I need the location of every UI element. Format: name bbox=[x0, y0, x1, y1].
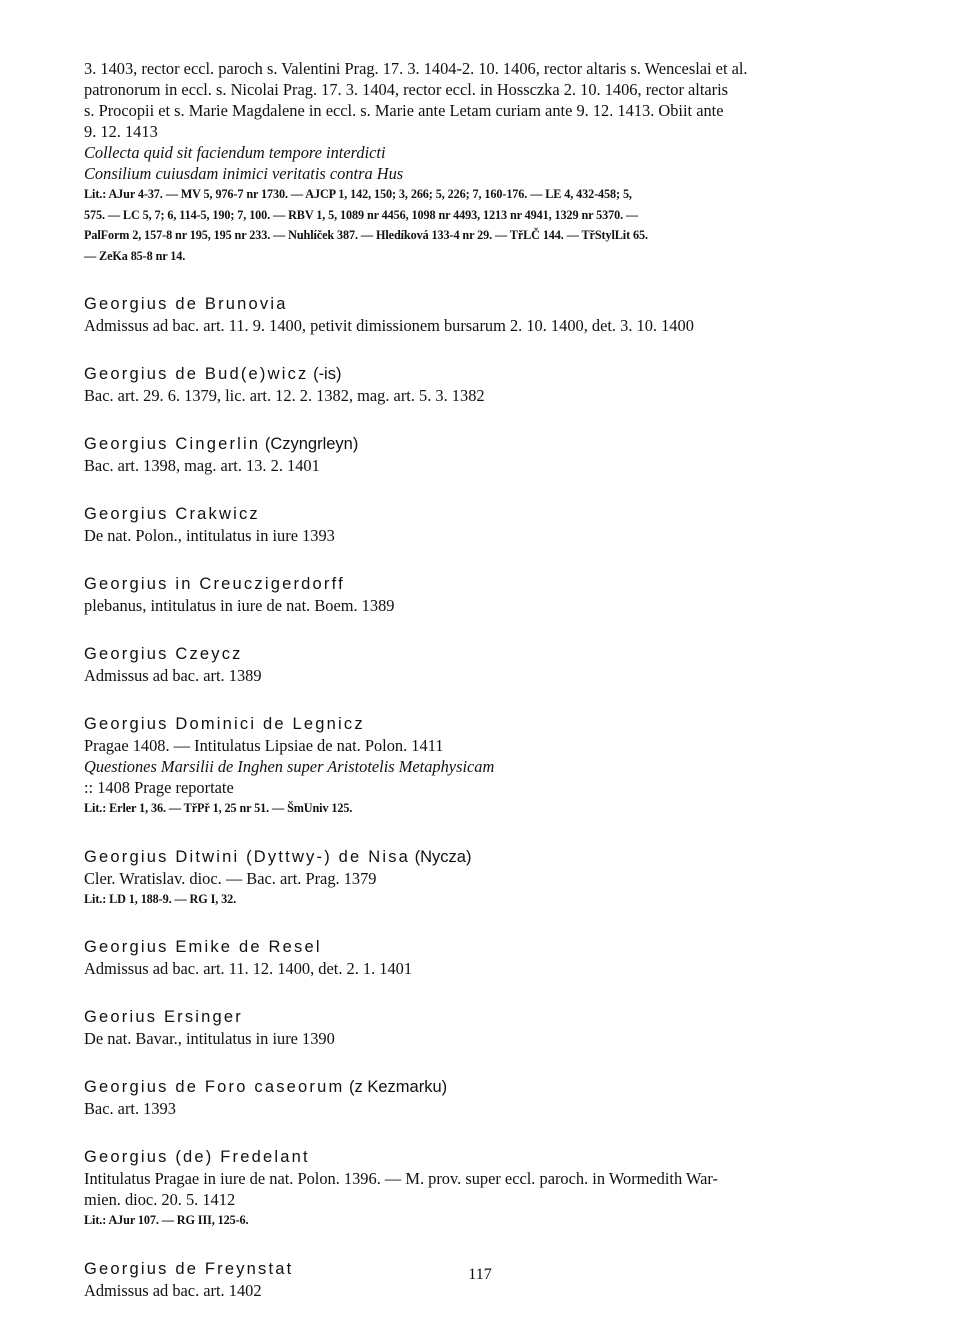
entry-name: Georgius de Foro caseorum bbox=[84, 1078, 345, 1096]
entry-georgius-de-budewicz bbox=[84, 363, 896, 406]
entry-name: Georgius Dominici de Legnicz bbox=[84, 715, 365, 733]
entry-heading bbox=[84, 1006, 896, 1028]
entry-name-variant: (Nycza) bbox=[410, 847, 472, 866]
entry-heading bbox=[84, 1146, 896, 1168]
entry-name-variant: (Czyngrleyn) bbox=[260, 435, 359, 453]
entry-line: Admissus ad bac. art. 1389 bbox=[84, 666, 262, 685]
literature-line: Lit.: AJur 107. — RG III, 125-6. bbox=[84, 1213, 249, 1227]
entry-line: Admissus ad bac. art. 1402 bbox=[84, 1280, 262, 1300]
entry-name: Georgius Czeycz bbox=[84, 645, 243, 663]
entry-name-variant: (-is) bbox=[308, 365, 342, 383]
intro-line: s. Procopii et s. Marie Magdalene in eccl. s. Marie ante Letam curiam ante 9. 12. 1413. Obiit ante bbox=[84, 101, 724, 120]
entry-line: plebanus, intitulatus in iure de nat. Boem. 1389 bbox=[84, 596, 395, 615]
entry-line: Admissus ad bac. art. 11. 12. 1400, det. 2. 1. 1401 bbox=[84, 959, 413, 978]
work-title: Collecta quid sit faciendum tempore interdicti bbox=[84, 143, 386, 162]
entry-name-variant: (z Kezmarku) bbox=[344, 1078, 448, 1096]
entry-line: mien. dioc. 20. 5. 1412 bbox=[84, 1190, 236, 1209]
entry-heading bbox=[84, 936, 896, 958]
entry-heading bbox=[84, 1076, 896, 1098]
entry-line: De nat. Polon., intitulatus in iure 1393 bbox=[84, 526, 335, 545]
entry-georgius-dominici-de-legnicz bbox=[84, 713, 896, 819]
entry-name: Georgius Ditwini (Dyttwy-) de Nisa bbox=[84, 847, 411, 866]
work-title: Questiones Marsilii de Inghen super Aristotelis Metaphysicam bbox=[84, 757, 495, 776]
entry-heading bbox=[84, 293, 896, 315]
entry-georgius-ditwini-de-nisa bbox=[84, 846, 896, 910]
entry-georgius-de-brunovia bbox=[84, 293, 896, 336]
work-title: Consilium cuiusdam inimici veritatis contra Hus bbox=[84, 164, 404, 183]
entry-line: Bac. art. 29. 6. 1379, lic. art. 12. 2. 1382, mag. art. 5. 3. 1382 bbox=[84, 386, 485, 405]
literature-line: 575. — LC 5, 7; 6, 114-5, 190; 7, 100. — RBV 1, 5, 1089 nr 4456, 1098 nr 4493, 1213 nr 4941, 1329 nr 5370. — bbox=[84, 207, 639, 222]
page-content bbox=[84, 58, 896, 1301]
literature-line: Lit.: LD 1, 188-9. — RG I, 32. bbox=[84, 891, 237, 906]
entry-line: Cler. Wratislav. dioc. — Bac. art. Prag. 1379 bbox=[84, 868, 377, 888]
page-number: 117 bbox=[468, 1266, 492, 1283]
literature-line: — ZeKa 85-8 nr 14. bbox=[84, 248, 186, 263]
entry-georgius-czeycz bbox=[84, 643, 896, 686]
intro-line: 9. 12. 1413 bbox=[84, 122, 158, 141]
entry-georgius-cingerlin bbox=[84, 433, 896, 476]
entry-name: Georgius de Brunovia bbox=[84, 295, 288, 313]
entry-georgius-in-creuczigerdorff bbox=[84, 573, 896, 616]
entry-heading bbox=[84, 503, 896, 525]
literature-line: Lit.: AJur 4-37. — MV 5, 976-7 nr 1730. — AJCP 1, 142, 150; 3, 266; 5, 226; 7, 160-176. — LE 4, 432-458; 5, bbox=[84, 187, 632, 201]
literature-line: Lit.: Erler 1, 36. — TřPř 1, 25 nr 51. — ŠmUniv 125. bbox=[84, 801, 353, 815]
entry-name: Georgius de Freynstat bbox=[84, 1259, 294, 1278]
entry-heading bbox=[84, 433, 896, 455]
entry-heading bbox=[84, 713, 896, 735]
entry-name: Georgius Cingerlin bbox=[84, 435, 261, 453]
entry-line: Bac. art. 1398, mag. art. 13. 2. 1401 bbox=[84, 456, 320, 475]
entry-name: Georgius in Creuczigerdorff bbox=[84, 575, 345, 593]
entry-line: Bac. art. 1393 bbox=[84, 1099, 176, 1118]
entry-georius-ersinger bbox=[84, 1006, 896, 1049]
entry-line: Admissus ad bac. art. 11. 9. 1400, petivit dimissionem bursarum 2. 10. 1400, det. 3. 10. 1400 bbox=[84, 316, 694, 335]
entry-georgius-crakwicz bbox=[84, 503, 896, 546]
entry-line: Pragae 1408. — Intitulatus Lipsiae de nat. Polon. 1411 bbox=[84, 736, 444, 755]
entry-name: Georgius Emike de Resel bbox=[84, 938, 322, 956]
intro-line: patronorum in eccl. s. Nicolai Prag. 17. 3. 1404, rector eccl. in Hossczka 2. 10. 1406, rector altaris bbox=[84, 80, 729, 99]
entry-heading bbox=[84, 643, 896, 665]
entry-georgius-emike-de-resel bbox=[84, 936, 896, 979]
entry-heading bbox=[84, 846, 896, 868]
entry-georgius-de-fredelant bbox=[84, 1146, 896, 1231]
entry-name: Georgius (de) Fredelant bbox=[84, 1148, 310, 1166]
entry-name: Georgius de Bud(e)wicz bbox=[84, 365, 309, 383]
intro-entry bbox=[84, 58, 896, 266]
entry-line: :: 1408 Prage reportate bbox=[84, 778, 234, 797]
entry-heading bbox=[84, 363, 896, 385]
entry-line: De nat. Bavar., intitulatus in iure 1390 bbox=[84, 1029, 335, 1048]
entry-georgius-de-foro-caseorum bbox=[84, 1076, 896, 1119]
entry-heading bbox=[84, 573, 896, 595]
entry-name: Georius Ersinger bbox=[84, 1008, 243, 1026]
entry-line: Intitulatus Pragae in iure de nat. Polon. 1396. — M. prov. super eccl. paroch. in Wormedith War- bbox=[84, 1169, 718, 1188]
literature-line: PalForm 2, 157-8 nr 195, 195 nr 233. — Nuhlíček 387. — Hledíková 133-4 nr 29. — TřLČ 144. — TřStylLit 65. bbox=[84, 228, 648, 242]
entry-name: Georgius Crakwicz bbox=[84, 505, 260, 523]
intro-line: 3. 1403, rector eccl. paroch s. Valentini Prag. 17. 3. 1404-2. 10. 1406, rector altaris s. Wenceslai et al. bbox=[84, 59, 748, 78]
